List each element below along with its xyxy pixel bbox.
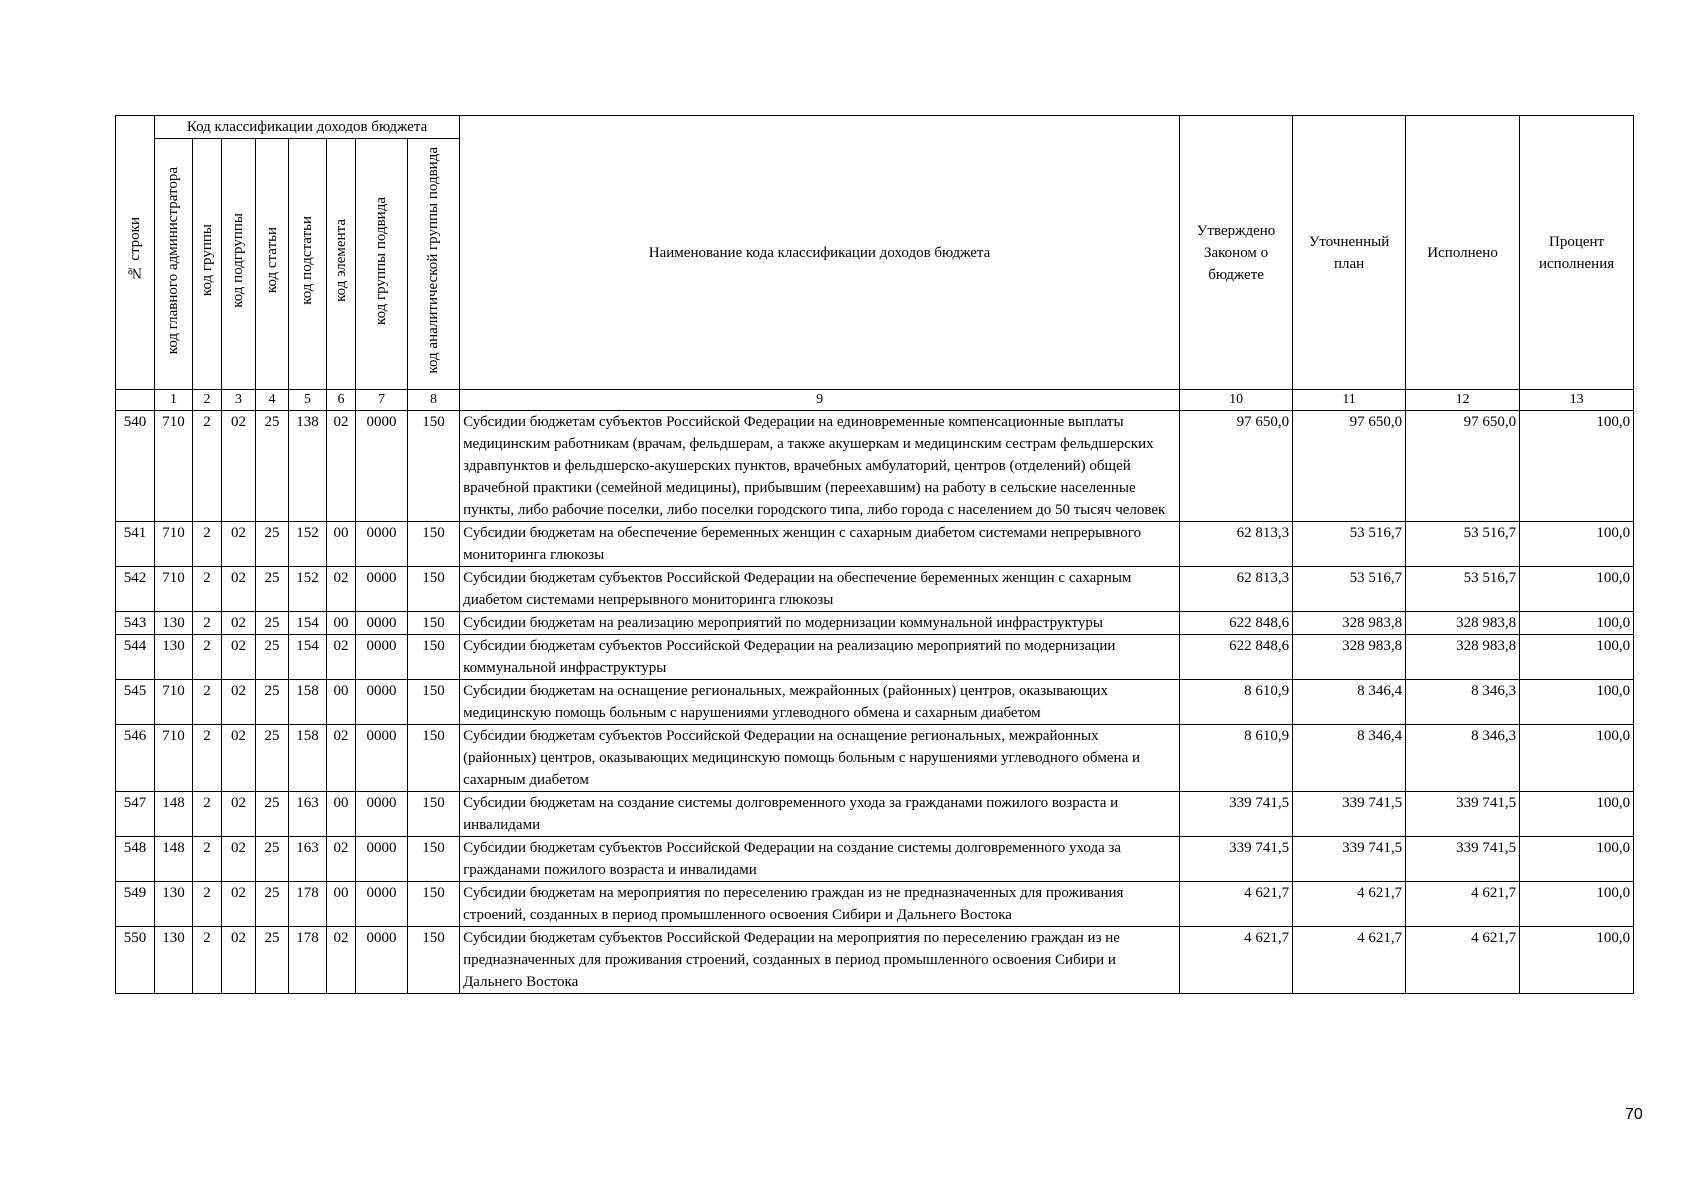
approved-cell: 62 813,3 <box>1180 567 1293 612</box>
approved-cell: 622 848,6 <box>1180 612 1293 635</box>
percent-cell: 100,0 <box>1520 567 1634 612</box>
revised-cell: 328 983,8 <box>1293 612 1406 635</box>
percent-cell: 100,0 <box>1520 725 1634 792</box>
analytic-group-code-cell: 150 <box>408 522 460 567</box>
element-code-cell: 02 <box>327 927 356 994</box>
column-number: 4 <box>256 390 289 411</box>
row-number-cell: 547 <box>116 792 155 837</box>
subarticle-code-cell: 152 <box>289 567 327 612</box>
header-executed: Исполнено <box>1406 116 1520 390</box>
subtype-group-code-cell: 0000 <box>356 837 408 882</box>
name-cell: Субсидии бюджетам на обеспечение беременных женщин с сахарным диабетом системами непрерывного мониторинга глюкозы <box>460 522 1180 567</box>
group-code-cell: 2 <box>193 927 222 994</box>
executed-cell: 8 346,3 <box>1406 725 1520 792</box>
name-cell: Субсидии бюджетам субъектов Российской Федерации на мероприятия по переселению граждан из не предназначенных для проживания строений, созданных в период промышленного освоения Сибири и Дальнего Востока <box>460 927 1180 994</box>
approved-cell: 4 621,7 <box>1180 927 1293 994</box>
element-code-cell: 00 <box>327 522 356 567</box>
header-code-subarticle: код подстатьи <box>289 139 327 390</box>
revised-cell: 4 621,7 <box>1293 882 1406 927</box>
executed-cell: 328 983,8 <box>1406 635 1520 680</box>
analytic-group-code-cell: 150 <box>408 837 460 882</box>
admin-code-cell: 130 <box>155 882 193 927</box>
subtype-group-code-cell: 0000 <box>356 567 408 612</box>
subarticle-code-cell: 178 <box>289 882 327 927</box>
admin-code-cell: 148 <box>155 792 193 837</box>
group-code-cell: 2 <box>193 567 222 612</box>
subgroup-code-cell: 02 <box>222 792 256 837</box>
analytic-group-code-cell: 150 <box>408 927 460 994</box>
analytic-group-code-cell: 150 <box>408 792 460 837</box>
analytic-group-code-cell: 150 <box>408 411 460 522</box>
approved-cell: 97 650,0 <box>1180 411 1293 522</box>
executed-cell: 328 983,8 <box>1406 612 1520 635</box>
name-cell: Субсидии бюджетам субъектов Российской Федерации на оснащение региональных, межрайонных (районных) центров, оказывающих медицинскую помощь больным с нарушениями углеводного обмена и сахарным диабетом <box>460 725 1180 792</box>
executed-cell: 53 516,7 <box>1406 567 1520 612</box>
column-number: 10 <box>1180 390 1293 411</box>
percent-cell: 100,0 <box>1520 882 1634 927</box>
element-code-cell: 02 <box>327 411 356 522</box>
article-code-cell: 25 <box>256 635 289 680</box>
element-code-cell: 02 <box>327 725 356 792</box>
admin-code-cell: 710 <box>155 680 193 725</box>
analytic-group-code-cell: 150 <box>408 612 460 635</box>
subgroup-code-cell: 02 <box>222 612 256 635</box>
name-cell: Субсидии бюджетам субъектов Российской Федерации на создание системы долговременного ухода за гражданами пожилого возраста и инвалидами <box>460 837 1180 882</box>
group-code-cell: 2 <box>193 837 222 882</box>
article-code-cell: 25 <box>256 792 289 837</box>
subgroup-code-cell: 02 <box>222 680 256 725</box>
article-code-cell: 25 <box>256 522 289 567</box>
admin-code-cell: 130 <box>155 635 193 680</box>
name-cell: Субсидии бюджетам на оснащение региональных, межрайонных (районных) центров, оказывающих медицинскую помощь больным с нарушениями углеводного обмена и сахарным диабетом <box>460 680 1180 725</box>
percent-cell: 100,0 <box>1520 612 1634 635</box>
budget-revenue-table <box>115 115 1634 994</box>
admin-code-cell: 710 <box>155 522 193 567</box>
group-code-cell: 2 <box>193 725 222 792</box>
group-code-cell: 2 <box>193 680 222 725</box>
element-code-cell: 00 <box>327 882 356 927</box>
subtype-group-code-cell: 0000 <box>356 411 408 522</box>
name-cell: Субсидии бюджетам субъектов Российской Федерации на реализацию мероприятий по модернизации коммунальной инфраструктуры <box>460 635 1180 680</box>
revised-cell: 53 516,7 <box>1293 522 1406 567</box>
analytic-group-code-cell: 150 <box>408 567 460 612</box>
row-number-cell: 549 <box>116 882 155 927</box>
column-number: 7 <box>356 390 408 411</box>
executed-cell: 339 741,5 <box>1406 837 1520 882</box>
element-code-cell: 00 <box>327 680 356 725</box>
row-number-cell: 543 <box>116 612 155 635</box>
column-number: 6 <box>327 390 356 411</box>
executed-cell: 53 516,7 <box>1406 522 1520 567</box>
subarticle-code-cell: 154 <box>289 635 327 680</box>
article-code-cell: 25 <box>256 725 289 792</box>
approved-cell: 339 741,5 <box>1180 792 1293 837</box>
row-number-cell: 544 <box>116 635 155 680</box>
admin-code-cell: 710 <box>155 411 193 522</box>
table-row <box>116 837 1634 882</box>
article-code-cell: 25 <box>256 882 289 927</box>
table-row <box>116 792 1634 837</box>
header-code-group: Код классификации доходов бюджета <box>155 116 460 139</box>
header-name: Наименование кода классификации доходов бюджета <box>460 116 1180 390</box>
subarticle-code-cell: 163 <box>289 837 327 882</box>
page-number: 70 <box>1625 1106 1643 1123</box>
analytic-group-code-cell: 150 <box>408 680 460 725</box>
header-code-subtype-group: код группы подвида <box>356 139 408 390</box>
subtype-group-code-cell: 0000 <box>356 680 408 725</box>
analytic-group-code-cell: 150 <box>408 635 460 680</box>
group-code-cell: 2 <box>193 612 222 635</box>
table-row <box>116 612 1634 635</box>
executed-cell: 97 650,0 <box>1406 411 1520 522</box>
subgroup-code-cell: 02 <box>222 725 256 792</box>
column-number: 13 <box>1520 390 1634 411</box>
group-code-cell: 2 <box>193 635 222 680</box>
revised-cell: 339 741,5 <box>1293 792 1406 837</box>
approved-cell: 4 621,7 <box>1180 882 1293 927</box>
executed-cell: 8 346,3 <box>1406 680 1520 725</box>
revised-cell: 8 346,4 <box>1293 680 1406 725</box>
header-revised: Уточненный план <box>1293 116 1406 390</box>
name-cell: Субсидии бюджетам на создание системы долговременного ухода за гражданами пожилого возраста и инвалидами <box>460 792 1180 837</box>
header-code-group-code: код группы <box>193 139 222 390</box>
revised-cell: 97 650,0 <box>1293 411 1406 522</box>
subgroup-code-cell: 02 <box>222 882 256 927</box>
column-number: 9 <box>460 390 1180 411</box>
percent-cell: 100,0 <box>1520 792 1634 837</box>
subarticle-code-cell: 138 <box>289 411 327 522</box>
table-row <box>116 411 1634 522</box>
subgroup-code-cell: 02 <box>222 411 256 522</box>
article-code-cell: 25 <box>256 411 289 522</box>
admin-code-cell: 130 <box>155 927 193 994</box>
article-code-cell: 25 <box>256 927 289 994</box>
admin-code-cell: 710 <box>155 567 193 612</box>
element-code-cell: 02 <box>327 837 356 882</box>
article-code-cell: 25 <box>256 837 289 882</box>
group-code-cell: 2 <box>193 882 222 927</box>
subarticle-code-cell: 154 <box>289 612 327 635</box>
executed-cell: 4 621,7 <box>1406 927 1520 994</box>
percent-cell: 100,0 <box>1520 927 1634 994</box>
approved-cell: 8 610,9 <box>1180 680 1293 725</box>
admin-code-cell: 130 <box>155 612 193 635</box>
subgroup-code-cell: 02 <box>222 927 256 994</box>
subtype-group-code-cell: 0000 <box>356 792 408 837</box>
header-approved: Утверждено Законом о бюджете <box>1180 116 1293 390</box>
header-code-article: код статьи <box>256 139 289 390</box>
subarticle-code-cell: 158 <box>289 725 327 792</box>
table-row <box>116 680 1634 725</box>
executed-cell: 339 741,5 <box>1406 792 1520 837</box>
row-number-cell: 545 <box>116 680 155 725</box>
table-row <box>116 567 1634 612</box>
subarticle-code-cell: 152 <box>289 522 327 567</box>
subtype-group-code-cell: 0000 <box>356 635 408 680</box>
row-number-cell: 542 <box>116 567 155 612</box>
element-code-cell: 00 <box>327 612 356 635</box>
article-code-cell: 25 <box>256 567 289 612</box>
header-code-analytic-group: код аналитической группы подвида <box>408 139 460 390</box>
element-code-cell: 00 <box>327 792 356 837</box>
subtype-group-code-cell: 0000 <box>356 882 408 927</box>
analytic-group-code-cell: 150 <box>408 882 460 927</box>
table-row <box>116 882 1634 927</box>
percent-cell: 100,0 <box>1520 522 1634 567</box>
group-code-cell: 2 <box>193 411 222 522</box>
approved-cell: 339 741,5 <box>1180 837 1293 882</box>
header-row-number: № строки <box>116 116 155 390</box>
revised-cell: 4 621,7 <box>1293 927 1406 994</box>
revised-cell: 8 346,4 <box>1293 725 1406 792</box>
column-number: 12 <box>1406 390 1520 411</box>
admin-code-cell: 148 <box>155 837 193 882</box>
name-cell: Субсидии бюджетам на реализацию мероприятий по модернизации коммунальной инфраструктуры <box>460 612 1180 635</box>
subarticle-code-cell: 163 <box>289 792 327 837</box>
group-code-cell: 2 <box>193 522 222 567</box>
subgroup-code-cell: 02 <box>222 522 256 567</box>
row-number-cell: 550 <box>116 927 155 994</box>
revised-cell: 328 983,8 <box>1293 635 1406 680</box>
article-code-cell: 25 <box>256 612 289 635</box>
subgroup-code-cell: 02 <box>222 837 256 882</box>
row-number-cell: 546 <box>116 725 155 792</box>
subgroup-code-cell: 02 <box>222 635 256 680</box>
admin-code-cell: 710 <box>155 725 193 792</box>
column-number: 5 <box>289 390 327 411</box>
column-number: 11 <box>1293 390 1406 411</box>
table-row <box>116 927 1634 994</box>
subtype-group-code-cell: 0000 <box>356 522 408 567</box>
percent-cell: 100,0 <box>1520 635 1634 680</box>
subtype-group-code-cell: 0000 <box>356 725 408 792</box>
row-number-cell: 548 <box>116 837 155 882</box>
approved-cell: 8 610,9 <box>1180 725 1293 792</box>
analytic-group-code-cell: 150 <box>408 725 460 792</box>
subarticle-code-cell: 178 <box>289 927 327 994</box>
table-row <box>116 635 1634 680</box>
name-cell: Субсидии бюджетам субъектов Российской Федерации на единовременные компенсационные выплаты медицинским работникам (врачам, фельдшерам, а также акушеркам и медицинским сестрам фельдшерских здравпунктов и фельдшерско-акушерских пунктов, врачебных амбулаторий, центров (отделений) общей врачебной практики (семейной медицины), прибывшим (переехавшим) на работу в сельские населенные пункты, либо рабочие поселки, либо поселки городского типа, либо города с населением до 50 тысяч человек <box>460 411 1180 522</box>
revised-cell: 53 516,7 <box>1293 567 1406 612</box>
table-row <box>116 522 1634 567</box>
column-number: 8 <box>408 390 460 411</box>
header-percent: Процент исполнения <box>1520 116 1634 390</box>
column-number-blank <box>116 390 155 411</box>
article-code-cell: 25 <box>256 680 289 725</box>
column-number: 2 <box>193 390 222 411</box>
subtype-group-code-cell: 0000 <box>356 612 408 635</box>
approved-cell: 62 813,3 <box>1180 522 1293 567</box>
name-cell: Субсидии бюджетам на мероприятия по переселению граждан из не предназначенных для проживания строений, созданных в период промышленного освоения Сибири и Дальнего Востока <box>460 882 1180 927</box>
subgroup-code-cell: 02 <box>222 567 256 612</box>
percent-cell: 100,0 <box>1520 680 1634 725</box>
percent-cell: 100,0 <box>1520 837 1634 882</box>
row-number-cell: 541 <box>116 522 155 567</box>
percent-cell: 100,0 <box>1520 411 1634 522</box>
table-row <box>116 725 1634 792</box>
executed-cell: 4 621,7 <box>1406 882 1520 927</box>
column-number: 3 <box>222 390 256 411</box>
element-code-cell: 02 <box>327 567 356 612</box>
row-number-cell: 540 <box>116 411 155 522</box>
header-code-subgroup: код подгруппы <box>222 139 256 390</box>
column-number: 1 <box>155 390 193 411</box>
subtype-group-code-cell: 0000 <box>356 927 408 994</box>
column-number-row <box>116 390 1634 411</box>
revised-cell: 339 741,5 <box>1293 837 1406 882</box>
name-cell: Субсидии бюджетам субъектов Российской Федерации на обеспечение беременных женщин с сахарным диабетом системами непрерывного мониторинга глюкозы <box>460 567 1180 612</box>
header-code-element: код элемента <box>327 139 356 390</box>
element-code-cell: 02 <box>327 635 356 680</box>
approved-cell: 622 848,6 <box>1180 635 1293 680</box>
group-code-cell: 2 <box>193 792 222 837</box>
subarticle-code-cell: 158 <box>289 680 327 725</box>
header-code-admin: код главного администратора <box>155 139 193 390</box>
